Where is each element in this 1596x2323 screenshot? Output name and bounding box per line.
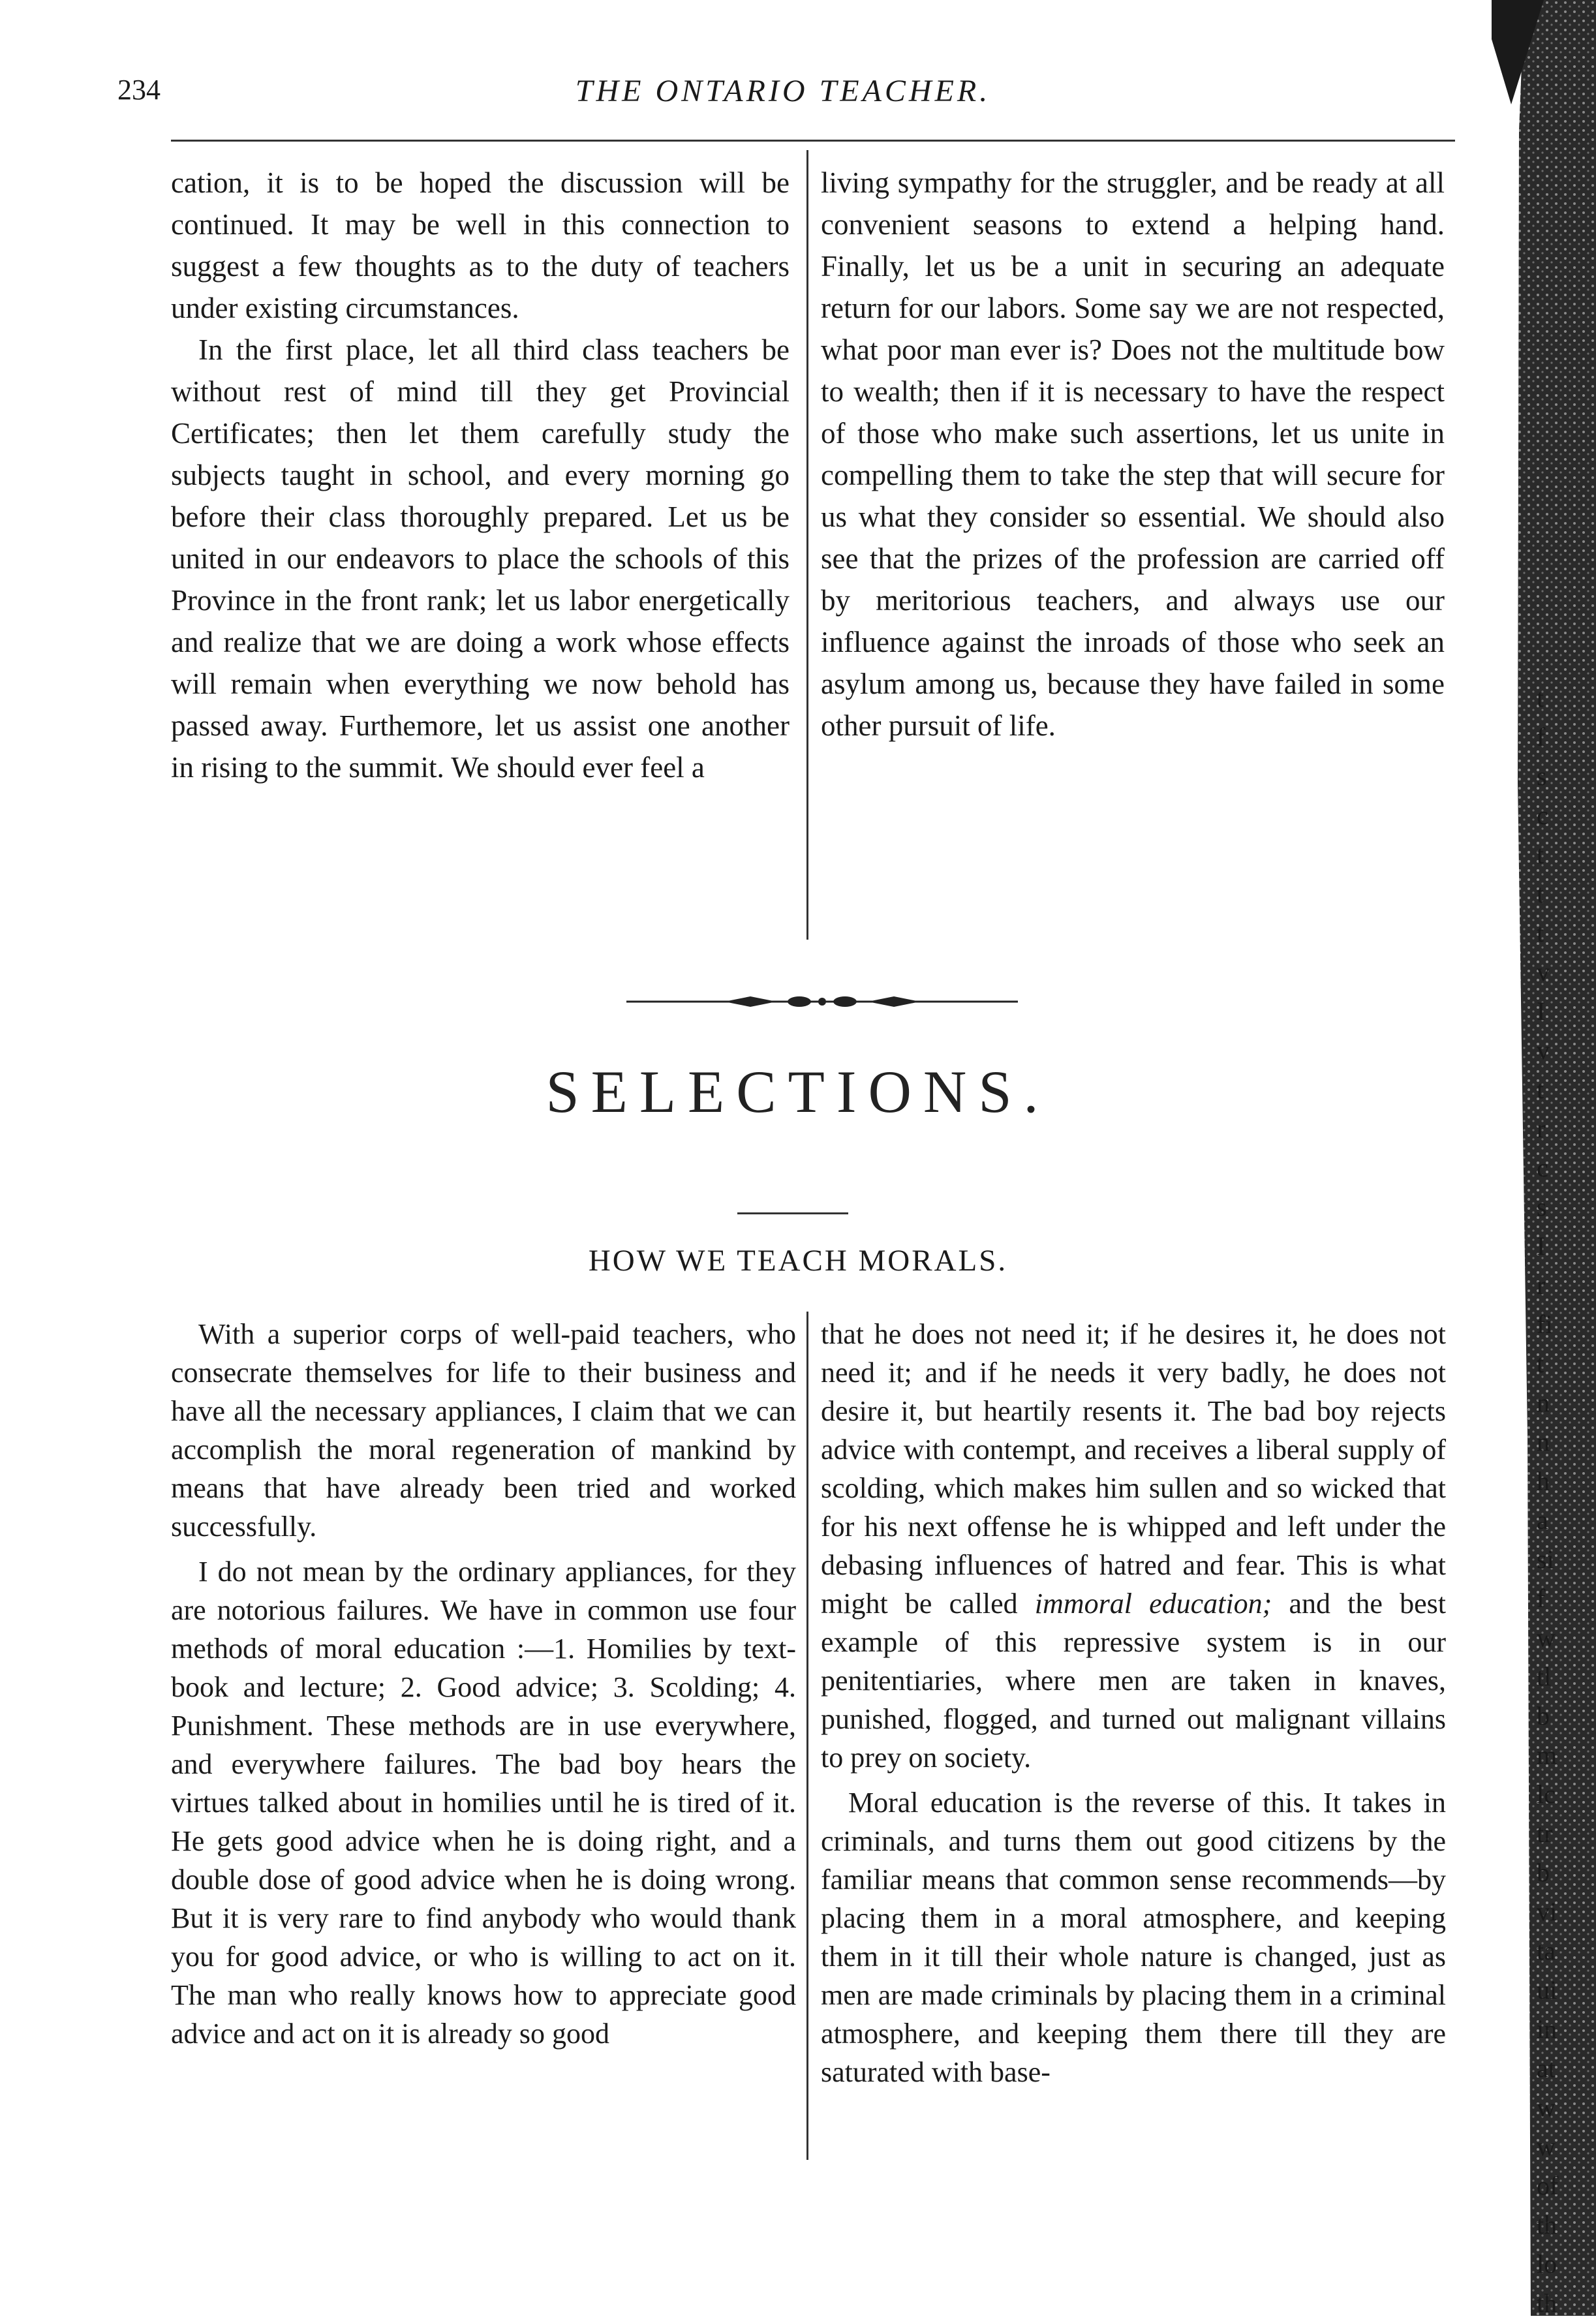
edge-letter: f [1537,1584,1546,1613]
edge-letter: fi [1537,1310,1553,1339]
edge-letter: v [1537,1036,1550,1065]
edge-letter: tr [1537,1819,1553,1848]
edge-letter: v [1537,957,1550,987]
binding-edge [1472,0,1596,2316]
edge-letter: t [1537,879,1544,908]
edge-letter: s [1537,1192,1547,1222]
edge-letter: lc [1537,1779,1556,1809]
edge-letter: t [1537,1075,1544,1104]
running-title: THE ONTARIO TEACHER. [575,74,991,108]
header-rule [171,140,1455,142]
edge-letter: t [1537,683,1544,713]
edge-letter: si [1537,1545,1554,1574]
edge-letter: th [1537,2210,1558,2239]
paragraph [821,1315,1446,1777]
paragraph: living sympathy for the struggler, and be ready at all convenient seasons to extend a helping hand. Finally, let us be a unit in securing an adequate return for our labors. Some say we are not respected, what poor man ever is? Does not the multitude bow to wealth; then if it is necessary to have the respect of those who make such assertions, let us unite in compelling them to take the step that will secure for us what they consider so essential. We should also see that the prizes of the profession are carried off by meritorious teachers, and always use our influence against the inroads of those who seek an asylum among us, because they have failed in some other pursuit of life. [821,166,1445,742]
edge-letter: n [1537,1388,1550,1417]
edge-letter: in [1537,2014,1558,2044]
edge-letter: t [1537,840,1544,869]
edge-letter: w [1537,2093,1556,2122]
italic-phrase: immoral education; [1034,1588,1272,1620]
page-number: 234 [117,74,161,106]
edge-letter: s [1537,762,1547,791]
edge-letter: I [1537,1231,1546,1261]
text-run: and the best example of this repressive system is in our penitentiaries, where men are taken in knaves, punished, flogged, and turned out malignant villains to prey on society. [821,1588,1446,1774]
edge-letter: I [1537,996,1546,1026]
edge-letter: w [1537,1623,1556,1652]
bottom-left-column [171,1315,796,2053]
edge-letter: lo [1537,2249,1558,2279]
edge-letter: r [1537,1270,1546,1300]
edge-letter: w [1537,2132,1556,2161]
edge-letter: f [1537,722,1546,752]
text-run: that he does not need it; if he desires it, he does not need it; and if he needs it very badly, he does not desire it, but heartily resents it. The bad boy rejects advice with contempt, and receives a liberal supply of scolding, which makes him sullen and so wicked that for his next offense he is whipped and left under the debasing influences of hatred and fear. This is what might be called [821,1318,1446,1620]
edge-letter: h [1537,1466,1550,1496]
paragraph: Moral education is the reverse of this. It takes in criminals, and turns them out good citizens by the familiar means that common sense recommends—by placing them in a moral atmosphere, and keeping them in it till their whole nature is changed, just as men are made criminals by placing them in a criminal atmosphere, and keeping them there till they are saturated with base- [821,1787,1446,2088]
top-right-column [821,162,1445,746]
paragraph: In the first place, let all third class teachers be without rest of mind till they get Provincial Certificates; then let them carefully study the subjects taught in school, and every morning go before their class thoroughly prepared. Let us be united in our endeavors to place the schools of this Province in the front rank; let us labor energetically and realize that we are doing a work whose effects will remain when everything we now behold has passed away. Furthemore, let us assist one another in rising to the summit. We should ever feel a [171,333,790,784]
edge-letter: t [1537,918,1544,947]
column-divider [806,1312,808,2160]
edge-letter: of [1537,2171,1559,2200]
edge-letter: ui [1537,1975,1558,2005]
edge-letter: b [1537,1701,1550,1731]
section-title: SELECTIONS. [545,1058,1051,1125]
ornament-divider [626,989,1018,1015]
facing-page-fragments [1537,679,1576,2323]
paragraph: With a superior corps of well-paid teachers, who consecrate themselves for life to their business and have all the necessary appliances, I claim that we can accomplish the moral regeneration of mankind by means that have already been tried and worked successfully. [171,1318,796,1543]
edge-letter: t [1537,1349,1544,1378]
edge-letter: r [1537,1114,1546,1143]
paragraph: I do not mean by the ordinary appliances, for they are notorious failures. We have in common use four methods of moral education :—1. Homilies by text-book and lecture; 2. Good advice; 3. Scolding; 4. Punishment. These methods are in use everywhere, and everywhere failures. The bad boy hears the virtues talked about in homilies until he is tired of it. He gets good advice when he is doing right, and a double dose of good advice when he is doing wrong. But it is very rare to find anybody who would thank you for good advice, or who is willing to act on it. The man who really knows how to appreciate good advice and act on it is already so good [171,1556,796,2050]
title-rule [737,1212,848,1214]
edge-letter: vi [1537,1897,1558,1926]
edge-letter: a [1537,1505,1548,1535]
edge-letter: th [1537,2288,1558,2318]
edge-letter: c [1537,801,1548,830]
edge-letter: m [1537,1740,1558,1770]
edge-letter: n [1537,1427,1550,1456]
page-header [117,73,1449,125]
edge-letter: ta [1537,1936,1556,1965]
bottom-right-column [821,1315,1446,2091]
edge-letter: at [1537,2054,1556,2083]
top-left-column [171,162,790,788]
edge-letter: c [1537,1153,1548,1182]
article-title: HOW WE TEACH MORALS. [588,1244,1008,1278]
edge-letter: tl [1537,1662,1552,1691]
paragraph: cation, it is to be hoped the discussion will be continued. It may be well in this connection to suggest a few thoughts as to the duty of teachers under existing circumstances. [171,166,790,324]
column-divider [806,150,808,940]
edge-letter: b [1537,1858,1550,1887]
